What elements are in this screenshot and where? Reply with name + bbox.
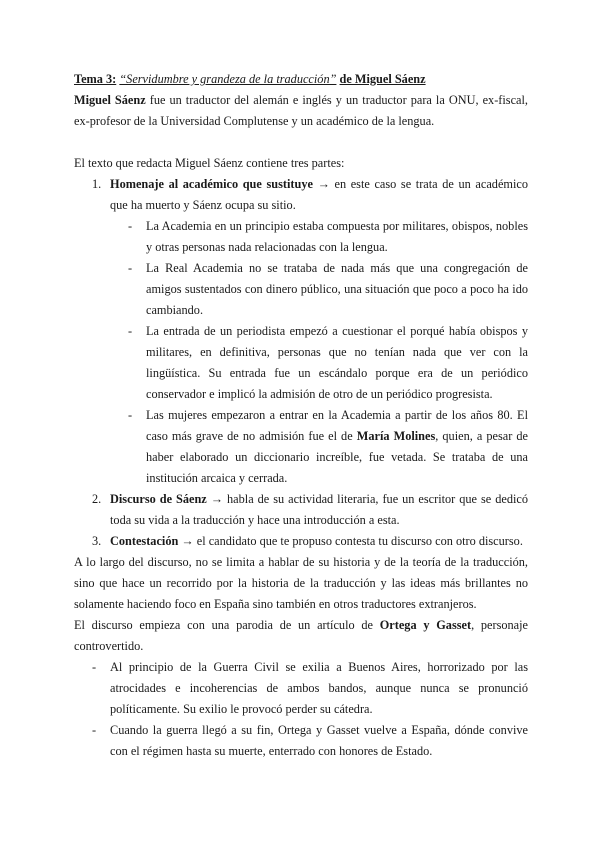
part-heading: Contestación — [110, 534, 179, 548]
list-item — [74, 531, 528, 552]
part-text: → habla de su actividad literaria, fue un escritor que se dedicó toda su vida a la traducción y hace una introducción a esta. — [110, 492, 528, 527]
list-item — [74, 720, 528, 762]
list-item — [74, 321, 528, 405]
final-bullets — [74, 657, 528, 762]
part-heading: Homenaje al académico que sustituye — [110, 177, 313, 191]
list-item — [74, 258, 528, 321]
paragraph-ortega — [74, 615, 528, 657]
title-work: “Servidumbre y grandeza de la traducción” — [119, 72, 337, 86]
dash-marker: - — [92, 723, 97, 737]
bullet-name: María Molines — [356, 429, 436, 443]
list-item — [74, 405, 528, 489]
paragraph-history: A lo largo del discurso, no se limita a hablar de su historia y de la teoría de la traducción, sino que hace un recorrido por la historia de la traducción y las ideas más brillantes no solamente haciendo foco en España sino también en otros traductores extranjeros. — [74, 555, 528, 611]
dash-marker: - — [128, 219, 133, 233]
bullet-text: Al principio de la Guerra Civil se exilia a Buenos Aires, horrorizado por las atrocidades e incoherencias de ambos bandos, aunque nunca se pronunció políticamente. Su exilio le provocó perder su cátedra. — [110, 660, 528, 716]
list-number: 2. — [92, 492, 102, 506]
paragraph-text: El discurso empieza con una parodia de un artículo de — [74, 618, 373, 632]
dash-marker: - — [128, 261, 133, 275]
parts-intro: El texto que redacta Miguel Sáenz contiene tres partes: — [74, 156, 345, 170]
title-prefix: Tema 3: — [74, 72, 117, 86]
list-item — [74, 174, 528, 216]
dash-marker: - — [128, 408, 133, 422]
list-number: 3. — [92, 534, 102, 548]
part-heading: Discurso de Sáenz — [110, 492, 207, 506]
list-item — [74, 216, 528, 258]
document-body — [74, 69, 528, 762]
intro-text: fue un traductor del alemán e inglés y un traductor para la ONU, ex-fiscal, ex-profesor de la Universidad Complutense y un académico de la lengua. — [74, 93, 528, 128]
bullet-text: Las mujeres empezaron a entrar en la Academia a partir de los años 80. El caso más grave de no admisión fue el de — [146, 408, 528, 443]
spacer — [74, 132, 528, 153]
bullet-text: La Academia en un principio estaba compuesta por militares, obispos, nobles y otras personas nada relacionadas con la lengua. — [146, 219, 528, 254]
parts-list-continued — [74, 489, 528, 552]
dash-marker: - — [92, 660, 97, 674]
dash-marker: - — [128, 324, 133, 338]
parts-list — [74, 174, 528, 216]
bullet-text: , quien, a pesar de haber elaborado un diccionario increíble, fue vetada. Se trataba de una institución arcaica y cerrada. — [146, 429, 529, 485]
list-number: 1. — [92, 177, 102, 191]
list-item — [74, 489, 528, 531]
document-title — [74, 69, 528, 90]
intro-paragraph — [74, 90, 528, 132]
part-text: → el candidato que te propuso contesta tu discurso con otro discurso. — [181, 534, 523, 548]
bullet-text: Cuando la guerra llegó a su fin, Ortega y Gasset vuelve a España, dónde convive con el régimen hasta su muerte, enterrado con honores de Estado. — [110, 723, 528, 758]
intro-name: Miguel Sáenz — [74, 93, 146, 107]
paragraph-name: Ortega y Gasset — [379, 618, 472, 632]
list-item — [74, 657, 528, 720]
paragraph-text: , personaje controvertido. — [74, 618, 529, 653]
part-text: → en este caso se trata de un académico que ha muerto y Sáenz ocupa su sitio. — [110, 177, 528, 212]
bullet-text: La Real Academia no se trataba de nada más que una congregación de amigos sustentados con dinero público, una situación que poco a poco ha ido cambiando. — [146, 261, 528, 317]
part1-bullets — [74, 216, 528, 489]
bullet-text: La entrada de un periodista empezó a cuestionar el porqué había obispos y militares, en definitiva, personas que no tenían nada que ver con la lingüística. Su entrada fue un escándalo porque era de un periódico conservador e implicó la admisión de otro de un periódico progresista. — [146, 324, 528, 401]
title-suffix: de Miguel Sáenz — [339, 72, 426, 86]
